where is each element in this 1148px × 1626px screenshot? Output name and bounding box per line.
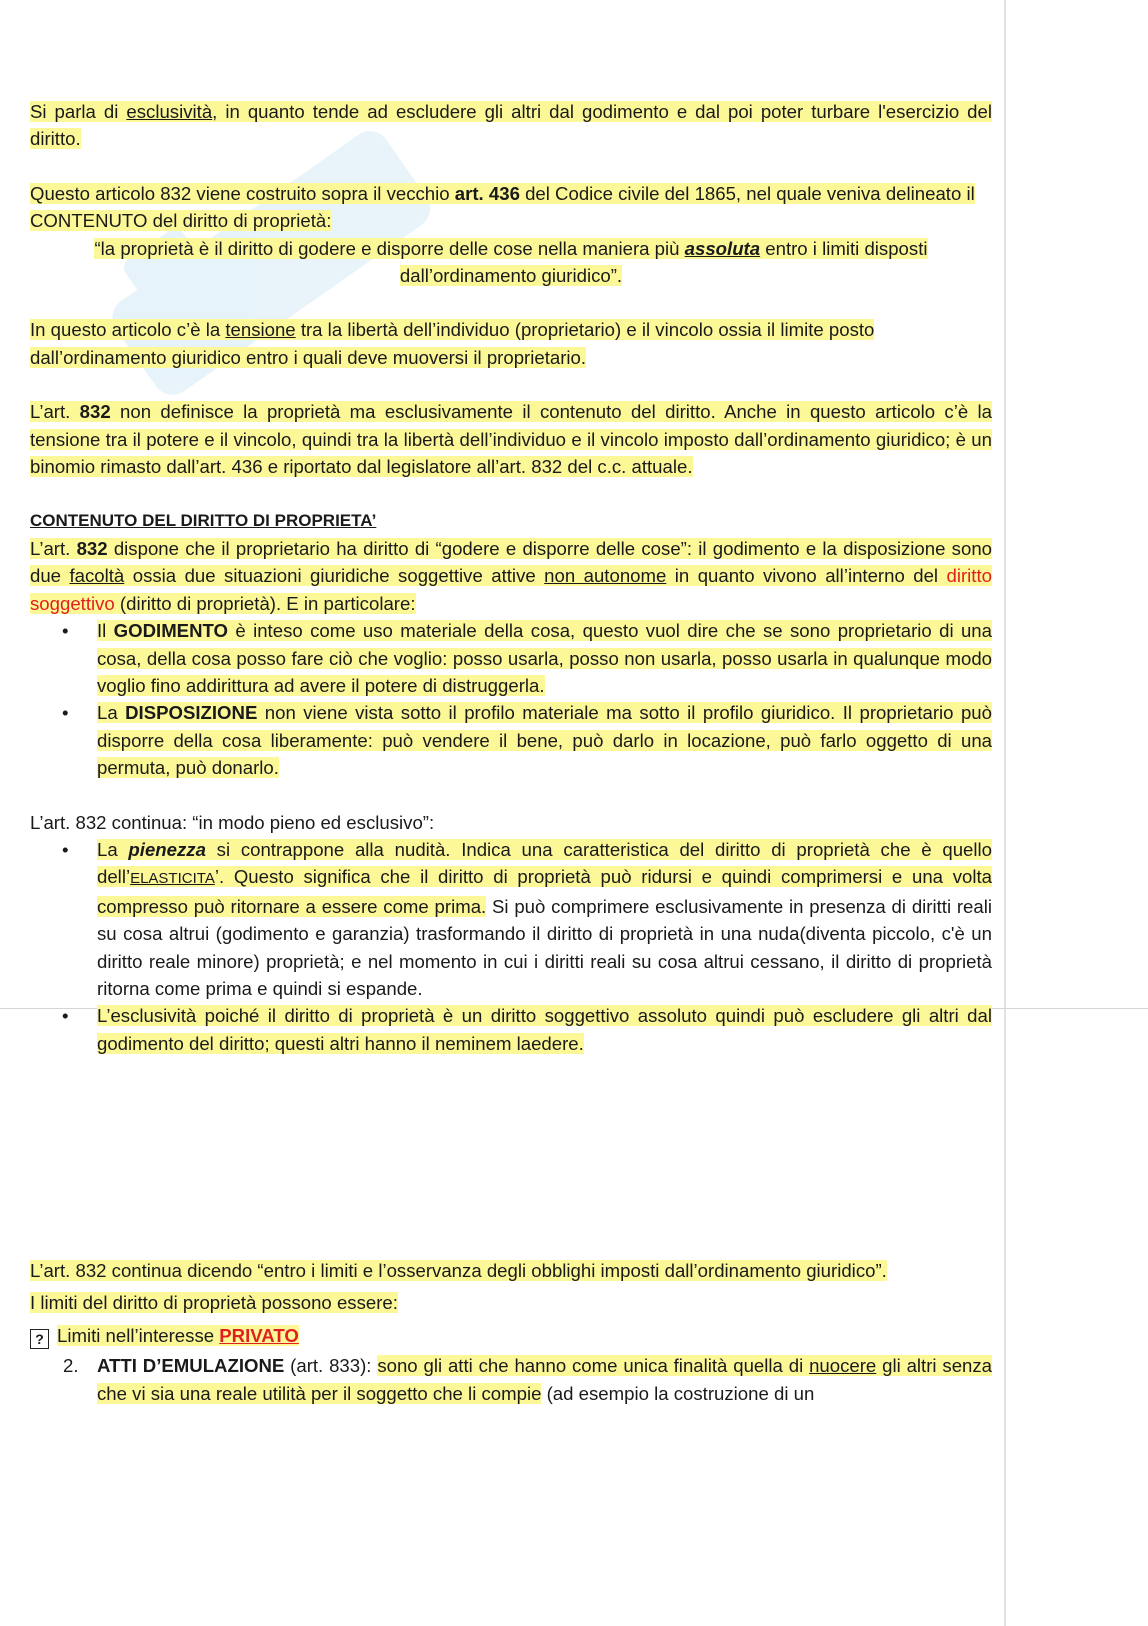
paragraph-tensione: In questo articolo c’è la tensione tra la libertà dell’individuo (proprietario) e il vincolo ossia il limite posto dall’ordinamento giuridico entro i quali deve muoversi il proprietario. bbox=[30, 319, 875, 368]
list-item: • Il GODIMENTO è inteso come uso materiale della cosa, questo vuol dire che se sono proprietario di una cosa, della cosa posso fare ciò che voglio: posso usarla, posso non usarla, posso usarla in qualunque modo voglio fino addirittura ad avere il potere di distruggerla. bbox=[62, 620, 992, 696]
paragraph-limiti: L’art. 832 continua dicendo “entro i limiti e l’osservanza degli obblighi imposti dall’ordinamento giuridico”. bbox=[30, 1260, 887, 1282]
numbered-item-atti-emulazione: 2. ATTI D’EMULAZIONE (art. 833): sono gli atti che hanno come unica finalità quella di nuocere gli altri senza che vi sia una reale utilità per il soggetto che li compie (ad esempio la costruzione di un bbox=[63, 1355, 993, 1404]
missing-glyph-icon: ? bbox=[30, 1329, 49, 1349]
section-heading: CONTENUTO DEL DIRITTO DI PROPRIETA’ bbox=[30, 511, 377, 531]
paragraph-esclusivita: Si parla di esclusività, in quanto tende ad escludere gli altri dal godimento e dal poi poter turbare l'esercizio del diritto. bbox=[30, 101, 992, 150]
paragraph-pieno-esclusivo: L’art. 832 continua: “in modo pieno ed esclusivo”: bbox=[30, 811, 435, 833]
list-item: • L’esclusività poiché il diritto di proprietà è un diritto soggettivo assoluto quindi può escludere gli altri dal godimento del diritto; questi altri hanno il neminem laedere. bbox=[62, 1005, 992, 1054]
paragraph-limiti-intro: I limiti del diritto di proprietà possono essere: bbox=[30, 1292, 398, 1314]
list-item: • La DISPOSIZIONE non viene vista sotto il profilo materiale ma sotto il profilo giuridico. Il proprietario può disporre della cosa liberamente: può vendere il bene, può darlo in locazione, può farlo oggetto di una permuta, può donarlo. bbox=[62, 702, 992, 779]
bullet-list-facolta bbox=[30, 617, 992, 781]
document-page bbox=[30, 98, 992, 1407]
page-margin-rule bbox=[1004, 0, 1006, 1626]
list-item: • La pienezza si contrappone alla nudità. Indica una caratteristica del diritto di proprietà che è quello dell’ELASTICITA’. Questo significa che il diritto di proprietà può ridursi e quindi comprimersi e una volta compresso può ritornare a essere come prima. Si può comprimere esclusivamente in presenza di diritti reali su cosa altrui (godimento e garanzia) trasformando il diritto di proprietà in una nuda(diventa piccolo, c'è un diritto reale minore) proprietà; e nel momento in cui i diritti reali su cosa altrui cessano, il diritto di proprietà ritorna come prima e quindi si espande. bbox=[62, 838, 993, 999]
bullet-list-pieno-esclusivo bbox=[30, 836, 992, 1057]
paragraph-art-832: L’art. 832 non definisce la proprietà ma esclusivamente il contenuto del diritto. Anche in questo articolo c’è la tensione tra il potere e il vincolo, quindi tra la libertà dell’individuo e il vincolo imposto dall’ordinamento giuridico; è un binomio rimasto dall’art. 436 e riportato dal legislatore all’art. 832 del c.c. attuale. bbox=[30, 401, 992, 478]
paragraph-godere-disporre: L’art. 832 dispone che il proprietario ha diritto di “godere e disporre delle cose”: il godimento e la disposizione sono due facoltà ossia due situazioni giuridiche soggettive attive non autonome in quanto vivono all’interno del diritto soggettivo (diritto di proprietà). E in particolare: bbox=[30, 537, 993, 614]
paragraph-art-436: Questo articolo 832 viene costruito sopra il vecchio art. 436 del Codice civile del 1865, nel quale veniva delineato il CONTENUTO del diritto di proprietà: bbox=[30, 182, 975, 232]
quote-art-436: “la proprietà è il diritto di godere e disporre delle cose nella maniera più assoluta entro i limiti disposti dall’ordinamento giuridico”. bbox=[94, 237, 928, 287]
limiti-privato-item: ? Limiti nell’interesse PRIVATO bbox=[30, 1319, 992, 1352]
